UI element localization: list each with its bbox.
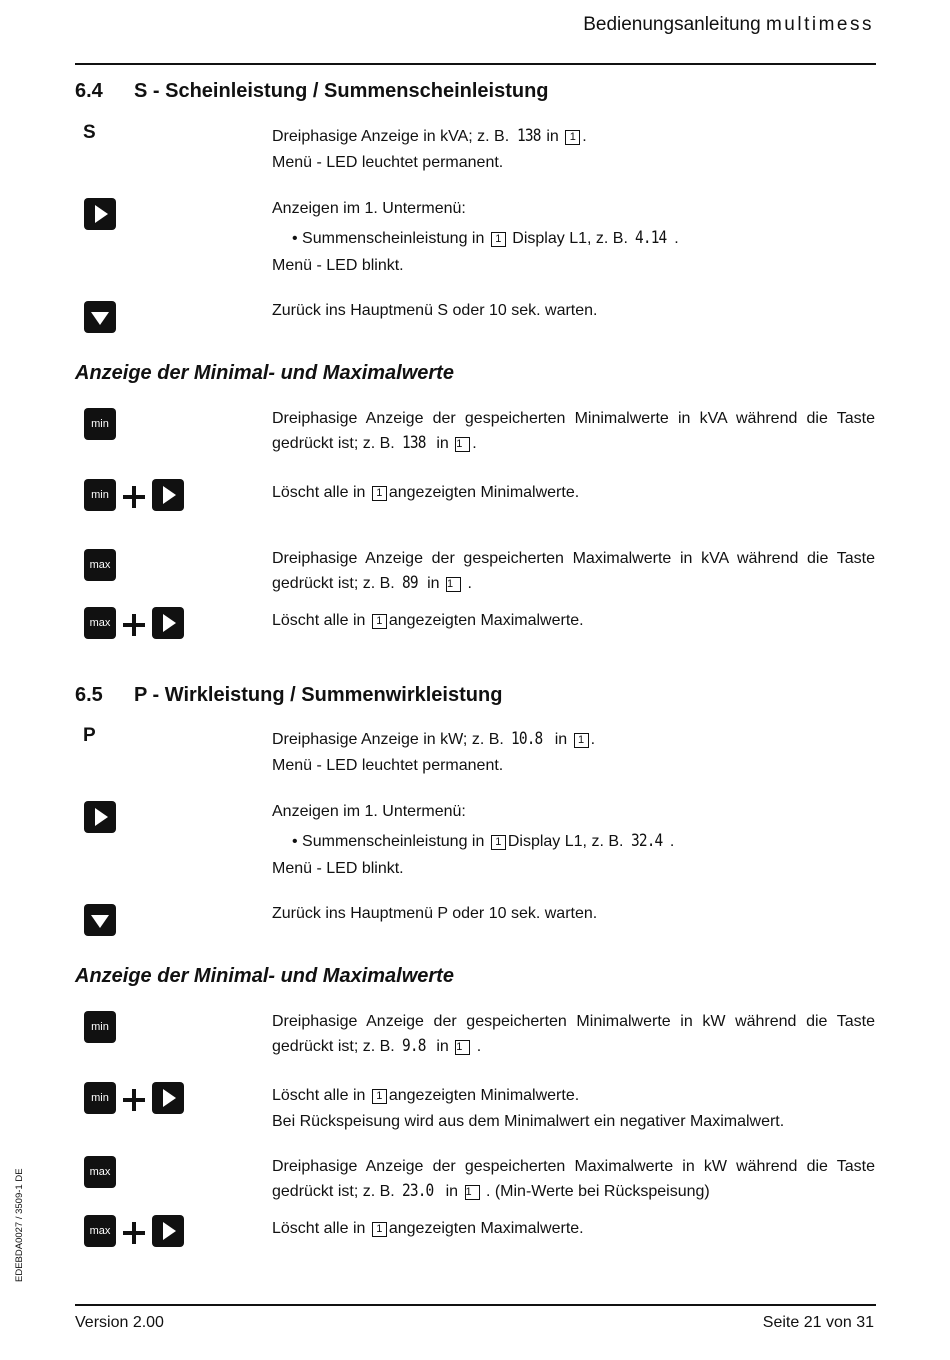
min-key-icon: min	[84, 1082, 116, 1114]
s65-submenu-label: Anzeigen im 1. Untermenü:	[272, 803, 466, 820]
lcd-value: 89	[402, 573, 418, 593]
box-1-icon: 1	[491, 232, 506, 247]
box-1-icon: 1	[446, 577, 461, 592]
s65-submenu-item: • Summenscheinleistung in 1 Display L1, z. B. 32.4 .	[292, 831, 675, 851]
s64-submenu-label: Anzeigen im 1. Untermenü:	[272, 200, 466, 217]
box-1-icon: 1	[465, 1185, 480, 1200]
right-arrow-key-icon	[152, 1082, 184, 1114]
box-1-icon: 1	[372, 614, 387, 629]
footer-page-number: Seite 21 von 31	[762, 1314, 874, 1331]
header-rule	[75, 63, 876, 65]
box-1-icon: 1	[565, 130, 580, 145]
right-arrow-key-icon	[84, 198, 116, 230]
s64-minmax-heading: Anzeige der Minimal- und Maximalwerte	[75, 362, 454, 384]
s64-back-to-main: Zurück ins Hauptmenü S oder 10 sek. warten.	[272, 302, 598, 319]
box-1-icon: 1	[455, 437, 470, 452]
s64-max-display: Dreiphasige Anzeige der gespeicherten Maximalwerte in kVA während die Taste gedrückt ist; z. B. 89 in 1 .	[272, 550, 875, 593]
max-key-icon: max	[84, 1215, 116, 1247]
plus-icon	[123, 1222, 145, 1244]
box-1-icon: 1	[372, 1089, 387, 1104]
footer-version: Version 2.00	[75, 1314, 164, 1331]
document-code: EDEBDA0027 / 3509-1 DE	[14, 1168, 25, 1282]
plus-icon	[123, 614, 145, 636]
s65-minmax-heading: Anzeige der Minimal- und Maximalwerte	[75, 965, 454, 987]
s65-min-display: Dreiphasige Anzeige der gespeicherten Minimalwerte in kW während die Taste gedrückt ist; z. B. 9.8 in 1 .	[272, 1013, 875, 1056]
key-letter-s: S	[83, 122, 96, 143]
box-1-icon: 1	[372, 1222, 387, 1237]
lcd-value: 138	[516, 126, 541, 146]
right-arrow-key-icon	[84, 801, 116, 833]
header-title: Bedienungsanleitung multimess	[583, 14, 874, 35]
s64-led-blinks: Menü - LED blinkt.	[272, 257, 404, 274]
s65-led-permanent: Menü - LED leuchtet permanent.	[272, 757, 504, 774]
right-arrow-key-icon	[152, 479, 184, 511]
min-key-icon: min	[84, 479, 116, 511]
s65-clear-max: Löscht alle in 1 angezeigten Maximalwerte.	[272, 1220, 584, 1237]
lcd-value: 32.4	[630, 831, 663, 851]
plus-icon	[123, 486, 145, 508]
s64-line-display: Dreiphasige Anzeige in kVA; z. B. 138 in 1 .	[272, 126, 587, 146]
lcd-value: 10.8	[511, 729, 543, 749]
s65-line-display: Dreiphasige Anzeige in kW; z. B. 10.8 in 1 .	[272, 729, 596, 749]
key-letter-p: P	[83, 725, 96, 746]
s64-clear-max: Löscht alle in 1 angezeigten Maximalwerte.	[272, 612, 584, 629]
right-arrow-key-icon	[152, 607, 184, 639]
footer-rule	[75, 1304, 876, 1306]
down-arrow-key-icon	[84, 301, 116, 333]
max-key-icon: max	[84, 549, 116, 581]
box-1-icon: 1	[455, 1040, 470, 1055]
lcd-value: 4.14	[635, 228, 667, 248]
s64-min-display: Dreiphasige Anzeige der gespeicherten Minimalwerte in kVA während die Taste gedrückt ist; z. B. 138 in 1 .	[272, 410, 875, 453]
s64-submenu-item: • Summenscheinleistung in 1 Display L1, z. B. 4.14 .	[292, 228, 679, 248]
s65-led-blinks: Menü - LED blinkt.	[272, 860, 404, 877]
box-1-icon: 1	[372, 486, 387, 501]
section-heading-6-5: 6.5 P - Wirkleistung / Summenwirkleistung	[75, 684, 503, 706]
box-1-icon: 1	[491, 835, 506, 850]
s65-clear-min: Löscht alle in 1 angezeigten Minimalwerte.	[272, 1087, 580, 1104]
max-key-icon: max	[84, 1156, 116, 1188]
plus-icon	[123, 1089, 145, 1111]
max-key-icon: max	[84, 607, 116, 639]
down-arrow-key-icon	[84, 904, 116, 936]
min-key-icon: min	[84, 1011, 116, 1043]
min-key-icon: min	[84, 408, 116, 440]
brand-name: multimess	[765, 14, 874, 35]
s64-led-permanent: Menü - LED leuchtet permanent.	[272, 154, 504, 171]
lcd-value: 138	[402, 433, 426, 453]
box-1-icon: 1	[574, 733, 589, 748]
s65-feedback-note: Bei Rückspeisung wird aus dem Minimalwert ein negativer Maximalwert.	[272, 1113, 785, 1130]
lcd-value: 23.0	[402, 1181, 434, 1201]
right-arrow-key-icon	[152, 1215, 184, 1247]
s65-max-display: Dreiphasige Anzeige der gespeicherten Maximalwerte in kW während die Taste gedrückt ist; z. B. 23.0 in 1 . (Min-Werte bei Rückspeisung)	[272, 1158, 875, 1201]
s65-back-to-main: Zurück ins Hauptmenü P oder 10 sek. warten.	[272, 905, 598, 922]
lcd-value: 9.8	[402, 1036, 426, 1056]
section-heading-6-4: 6.4 S - Scheinleistung / Summenscheinleistung	[75, 80, 549, 102]
s64-clear-min: Löscht alle in 1 angezeigten Minimalwerte.	[272, 484, 580, 501]
